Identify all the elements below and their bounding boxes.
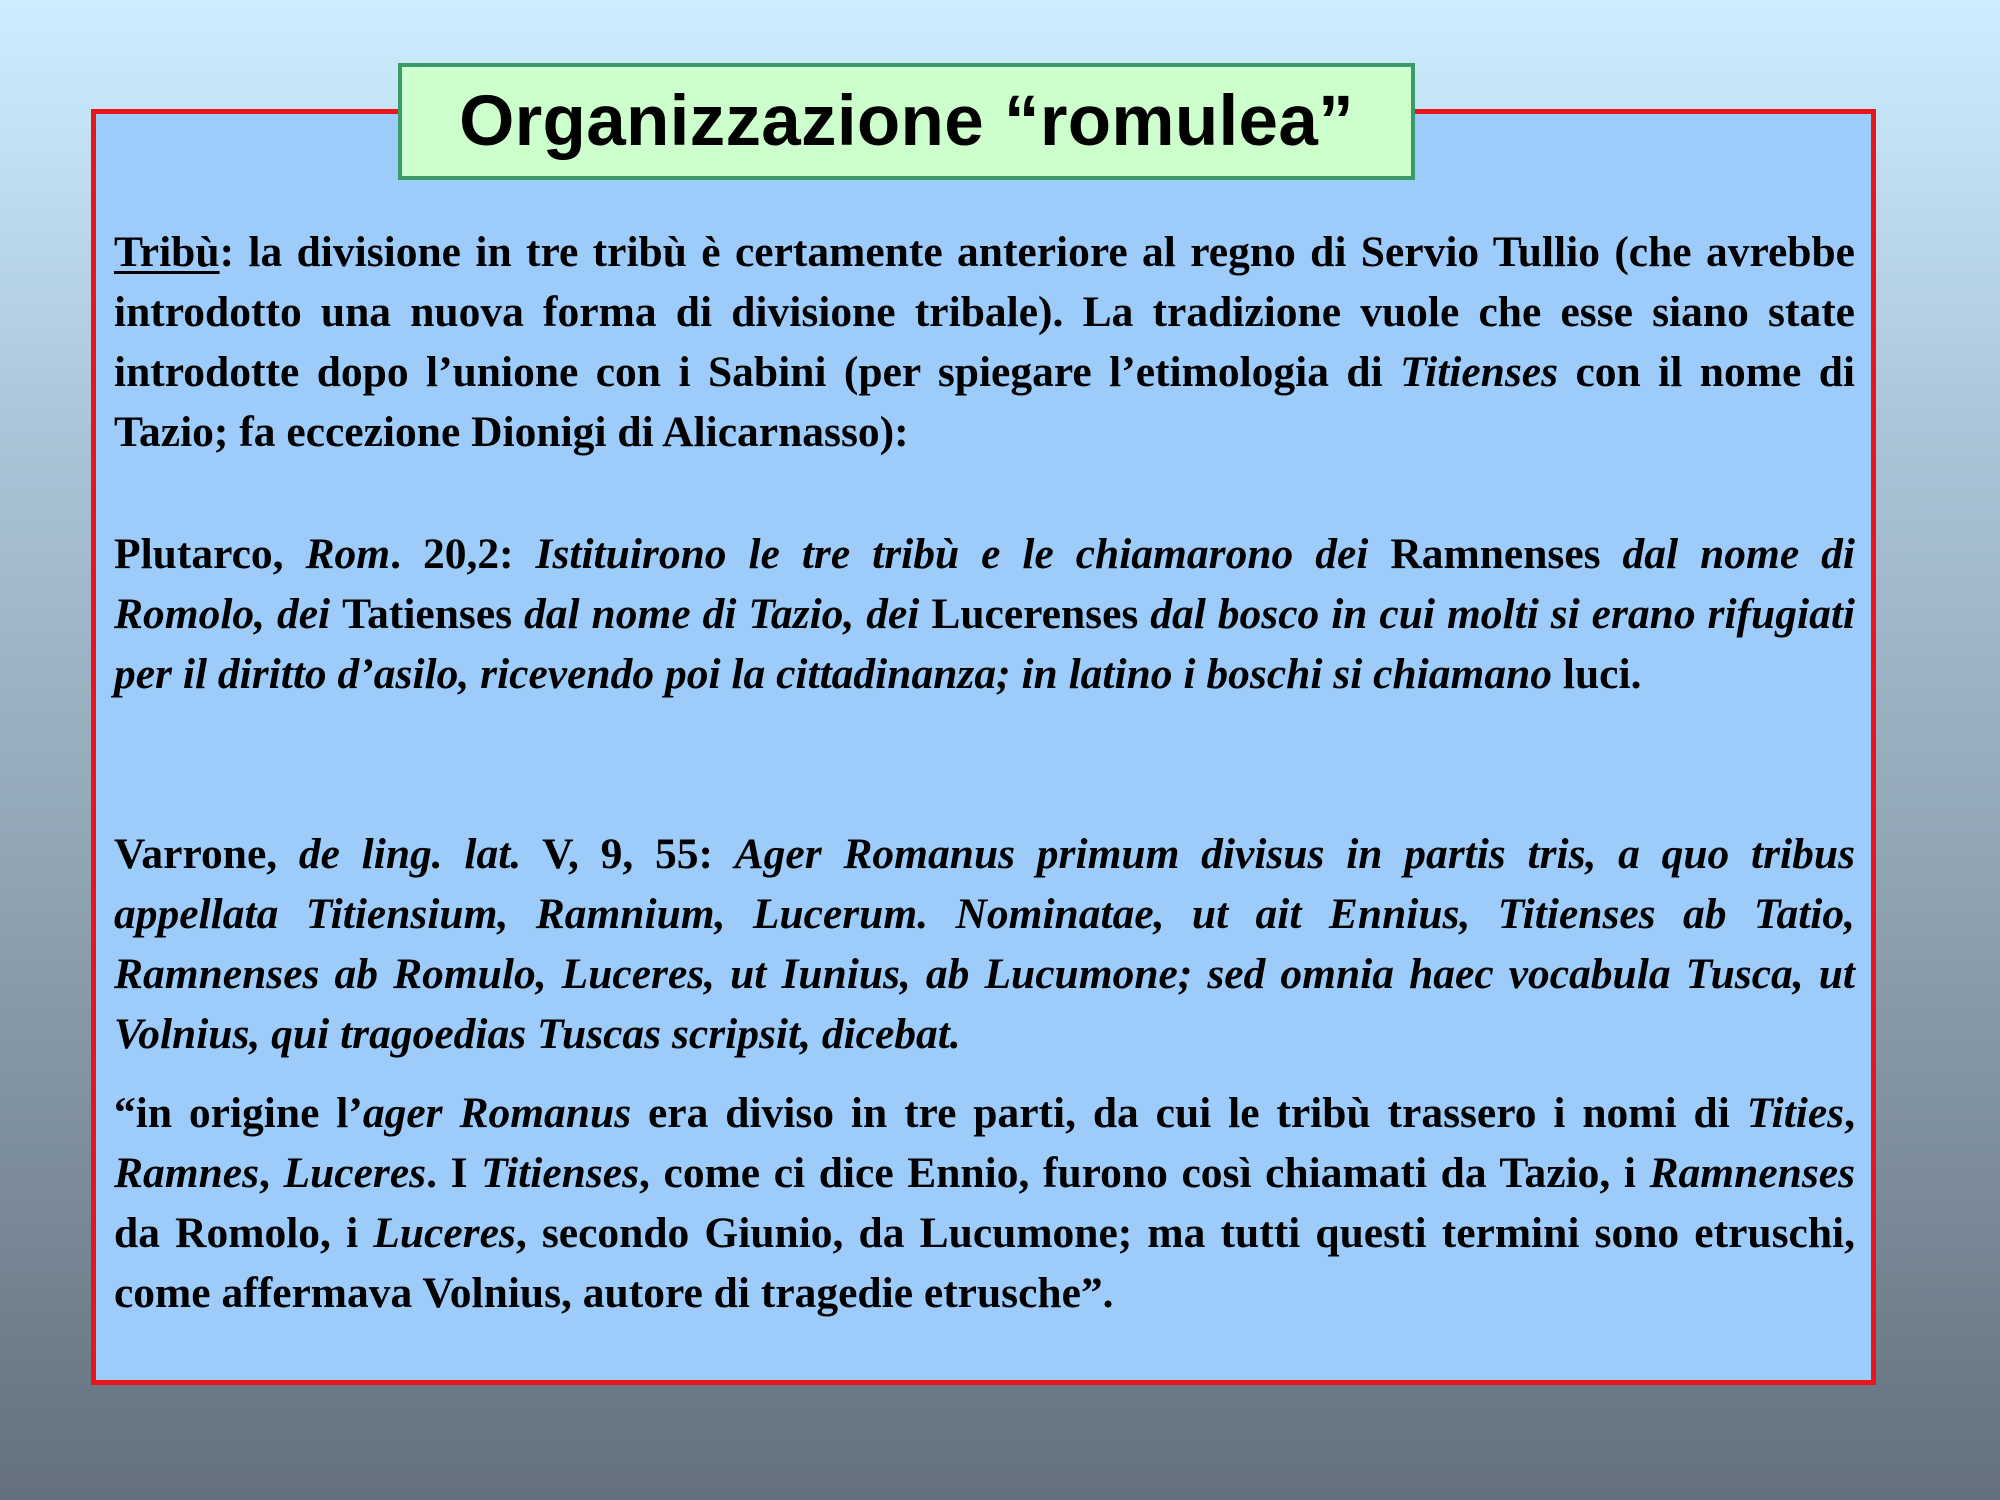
italic-segment: Istituirono le tre tribù e le chiamarono dei [535, 530, 1391, 578]
italic-segment: Luceres [373, 1209, 516, 1257]
text-segment: . I [426, 1149, 482, 1197]
italic-segment: dal nome di Romolo, dei [114, 530, 1855, 638]
italic-segment: Ager Romanus primum divisus in partis tris, a quo tribus appellata Titiensium, Ramnium, Lucerum. Nominatae, ut ait Ennius, Titienses ab Tatio, Ramnenses ab Romulo, Luceres, ut Iunius, ab Lucumone; sed omnia haec vocabula Tusca, ut Volnius, qui tragoedias Tuscas scripsit, dicebat. [114, 830, 1856, 1058]
slide-title: Organizzazione “romulea” [459, 82, 1354, 161]
text-segment: era diviso in tre parti, da cui le tribù trassero i nomi di [631, 1089, 1747, 1137]
italic-segment: dal bosco in cui molti si erano rifugiati per il diritto d’asilo, ricevendo poi la cittadinanza; in latino i boschi si chiamano [114, 590, 1855, 698]
text-segment: con il nome di Tazio; fa eccezione Dionigi di Alicarnasso): [114, 348, 1855, 456]
paragraph-varrone [114, 824, 1855, 1064]
title-box [398, 63, 1415, 180]
text-segment: . 20,2: [390, 530, 536, 578]
paragraph-plutarco [114, 524, 1855, 704]
text-segment: V, 9, 55: [521, 830, 735, 878]
text-segment: Plutarco, [114, 530, 306, 578]
italic-segment: Titienses [1400, 348, 1559, 396]
text-segment: Varrone, [114, 830, 299, 878]
italic-segment: Luceres [283, 1149, 427, 1197]
text-segment: , [1844, 1089, 1855, 1137]
text-segment: Tatienses [342, 590, 525, 638]
italic-segment: dal nome di Tazio, dei [524, 590, 932, 638]
italic-segment: Titienses [481, 1149, 640, 1197]
italic-segment: Rom [305, 530, 391, 578]
text-segment: Lucerenses [931, 590, 1151, 638]
text-segment: , [259, 1149, 284, 1197]
paragraph-tribu [114, 222, 1855, 462]
text-segment: Ramnenses [1390, 530, 1623, 578]
italic-segment: Ramnes [114, 1149, 260, 1197]
text-segment: , secondo Giunio, da Lucumone; ma tutti questi termini sono etruschi, come affermava Volnius, autore di tragedie etrusche”. [114, 1209, 1855, 1317]
text-segment: , come ci dice Ennio, furono così chiamati da Tazio, i [639, 1149, 1650, 1197]
italic-segment: Tities [1746, 1089, 1845, 1137]
term-tribu: Tribù [114, 228, 220, 276]
text-segment: luci. [1552, 650, 1642, 698]
italic-segment: de ling. lat. [298, 830, 522, 878]
italic-segment: Ramnenses [1649, 1149, 1856, 1197]
italic-segment: ager Romanus [362, 1089, 632, 1137]
text-segment: “in origine l’ [114, 1089, 363, 1137]
text-segment: : la divisione in tre tribù è certamente anteriore al regno di Servio Tullio (che avrebbe introdotto una nuova forma di divisione tribale). La tradizione vuole che esse siano state introdotte dopo l’unione con i Sabini (per spiegare l’etimologia di [114, 228, 1855, 396]
paragraph-translation [114, 1083, 1855, 1323]
text-segment: da Romolo, i [114, 1209, 374, 1257]
